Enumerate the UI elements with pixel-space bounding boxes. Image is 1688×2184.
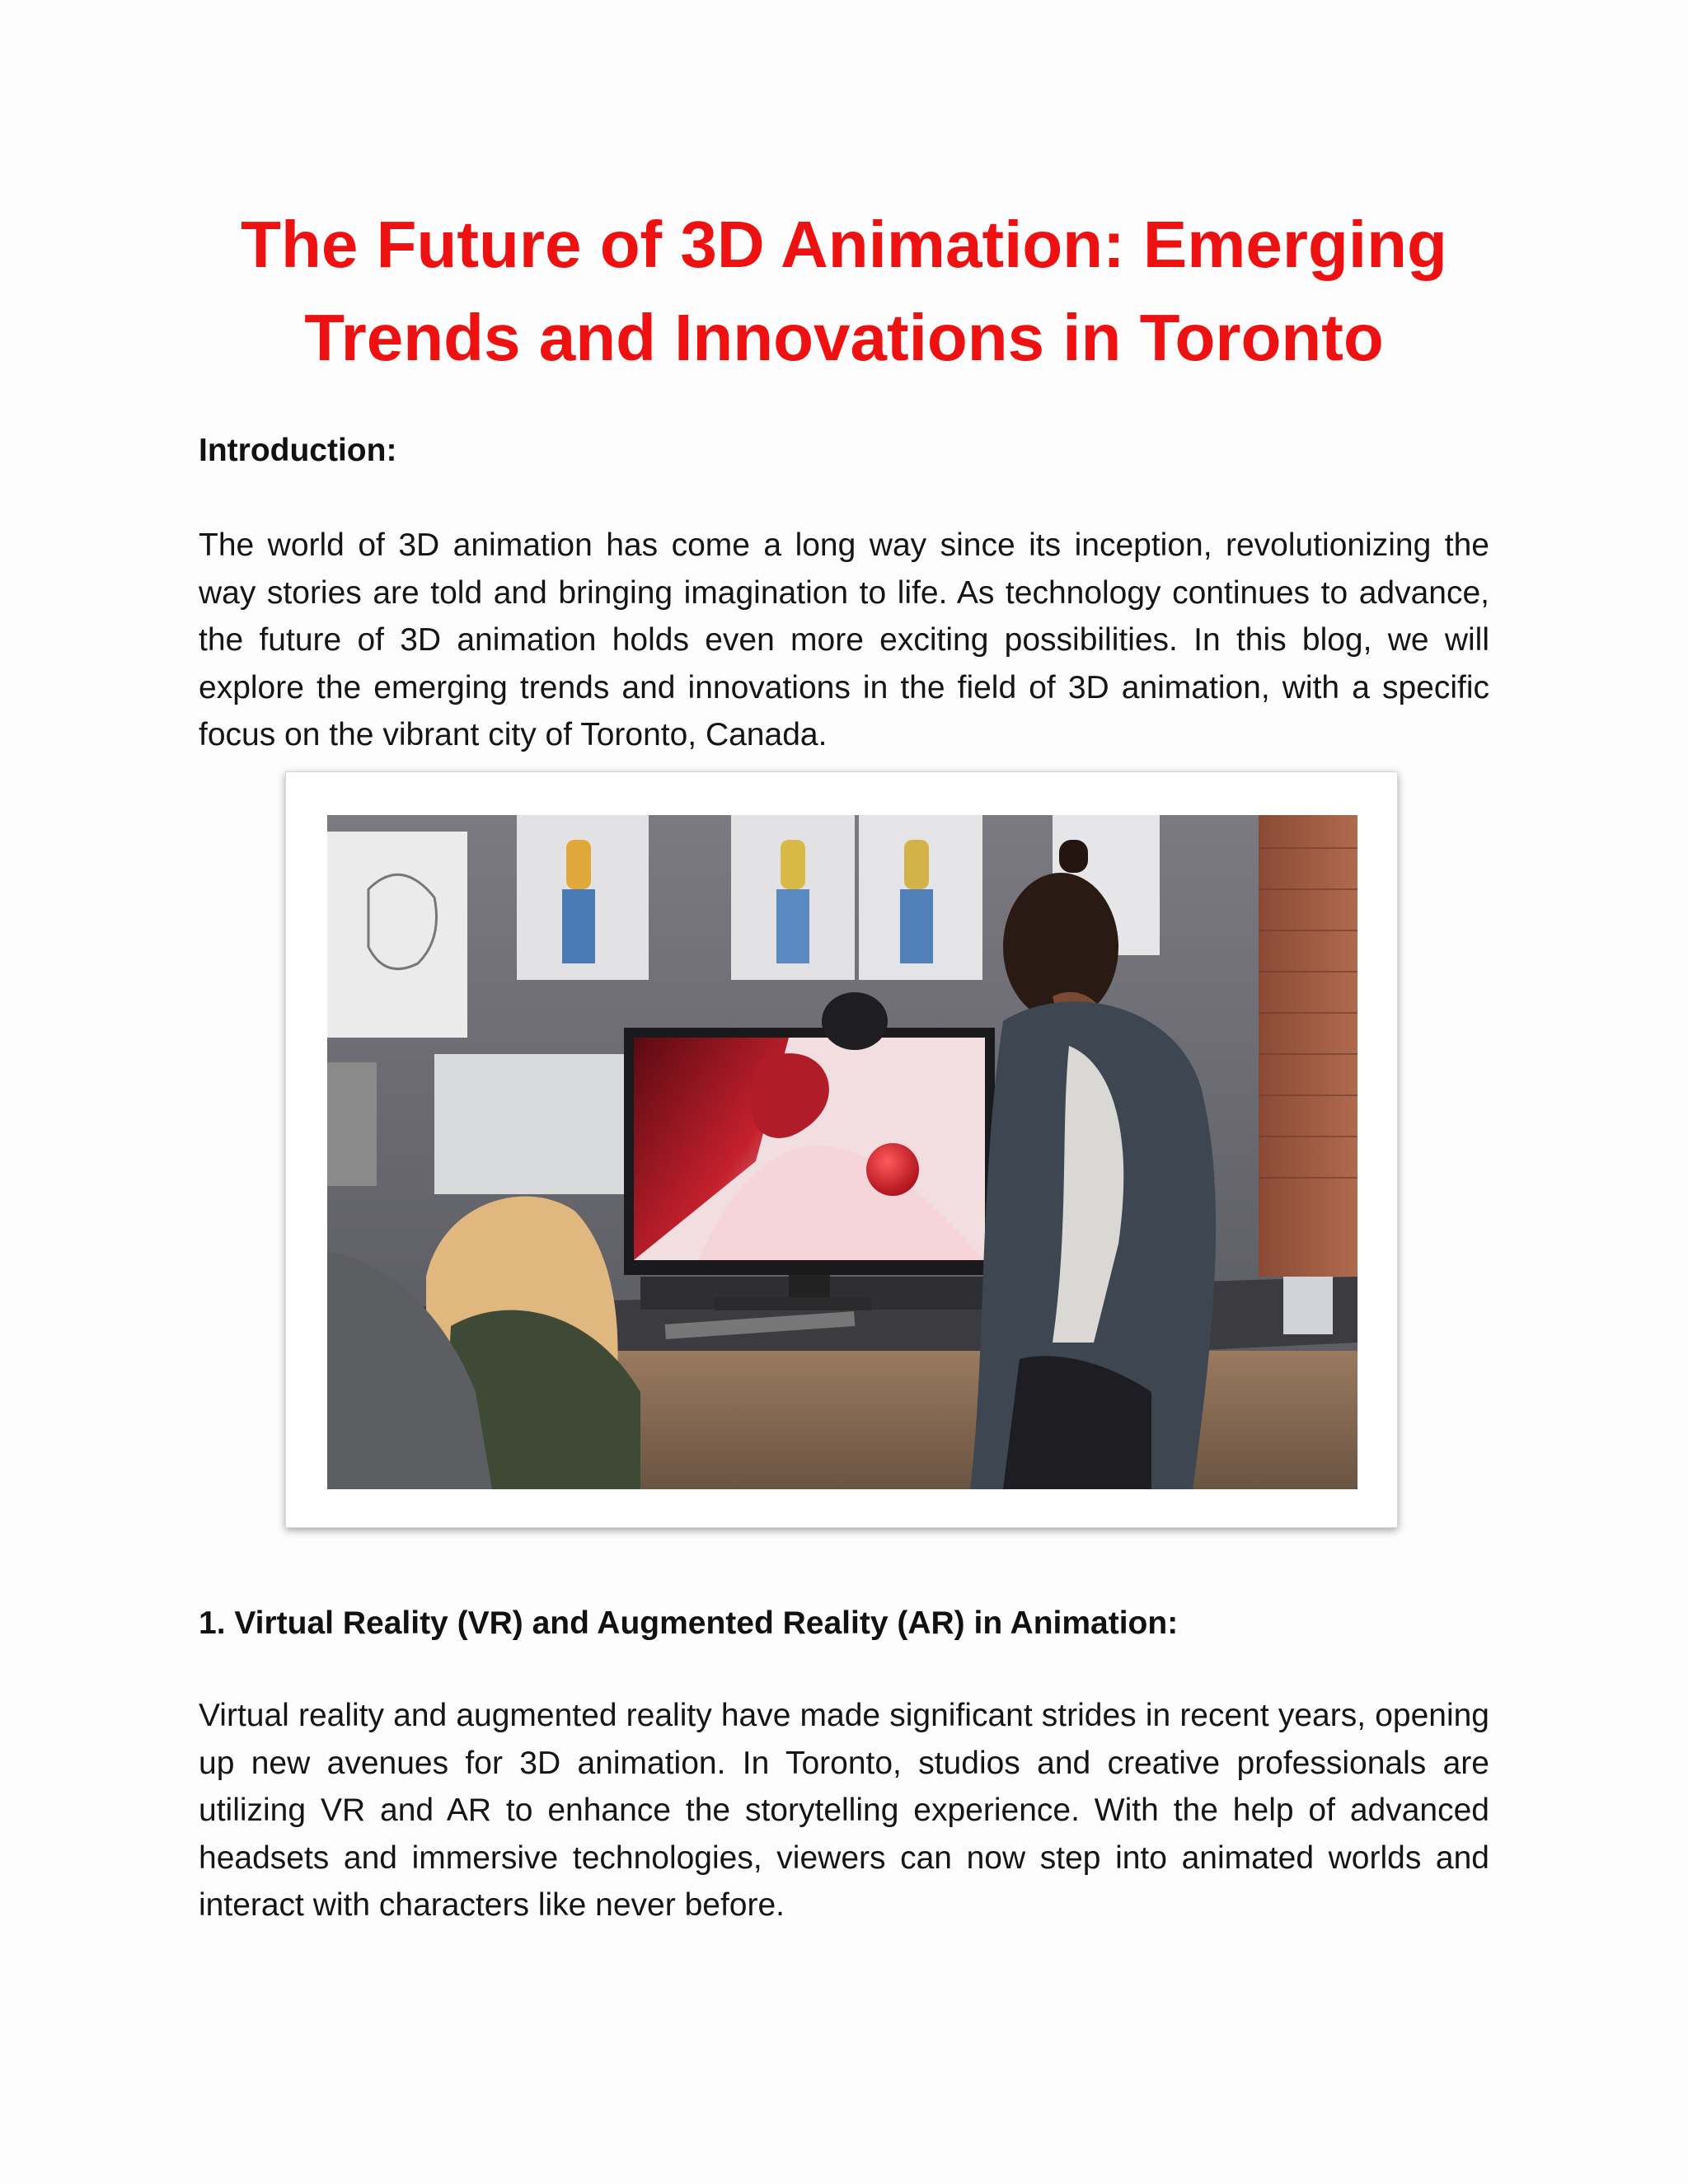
page-title: The Future of 3D Animation: Emerging Trends and Innovations in Toronto <box>241 208 1447 374</box>
section-body-vr-ar: Virtual reality and augmented reality have made significant strides in recent years, opening up new avenues for 3D animation. In Toronto, studios and creative professionals are utilizing VR and AR to enhance the storytelling experience. With the help of advanced headsets and immersive technologies, viewers can now step into animated worlds and interact with characters like never before. <box>199 1698 1489 1923</box>
animation-studio-photo <box>327 815 1357 1489</box>
section-heading-introduction: Introduction: <box>199 433 397 468</box>
section-body-introduction: The world of 3D animation has come a long way since its inception, revolutionizing the way stories are told and bringing imagination to life. As technology continues to advance, the future of 3D animation holds even more exciting possibilities. In this blog, we will explore the emerging trends and innovations in the field of 3D animation, with a specific focus on the vibrant city of Toronto, Canada. <box>199 527 1489 752</box>
article-photo-frame <box>285 771 1398 1528</box>
section-heading-vr-ar: 1. Virtual Reality (VR) and Augmented Reality (AR) in Animation: <box>199 1605 1179 1641</box>
